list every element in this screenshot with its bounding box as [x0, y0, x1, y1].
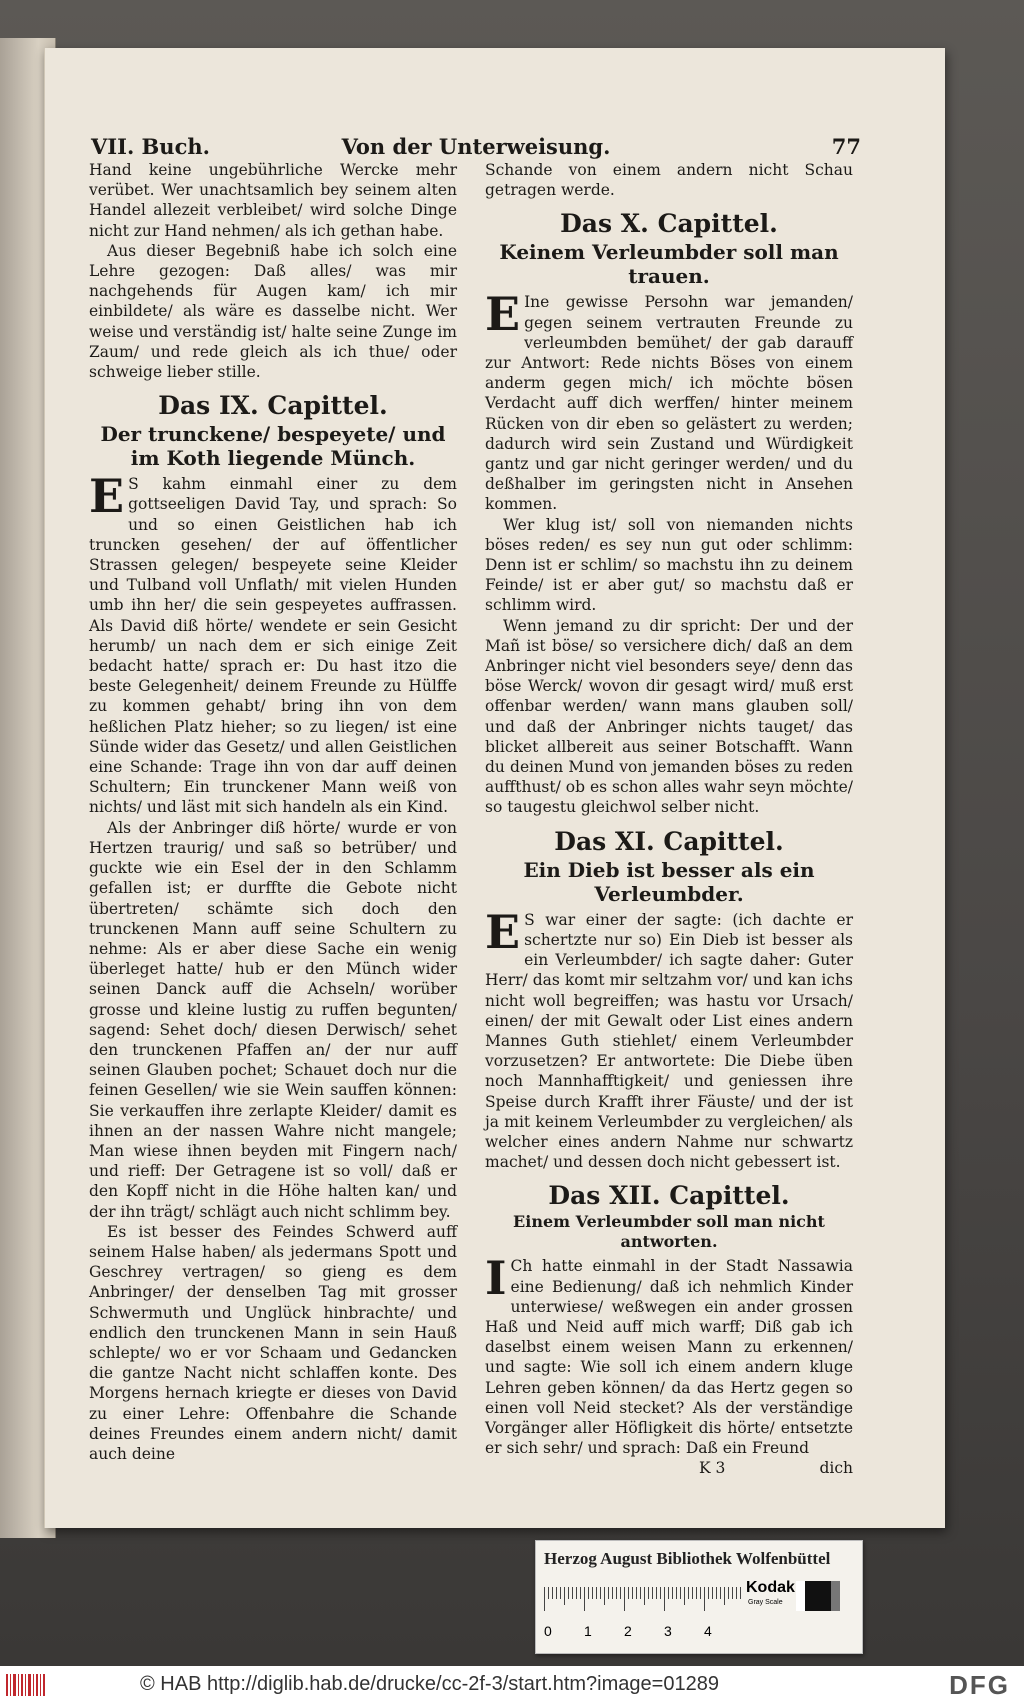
paragraph: Schande von einem andern nicht Schau getragen werde. [485, 161, 853, 200]
book-page [44, 48, 945, 1528]
drop-capital: I [485, 1251, 507, 1306]
paragraph: E Ine gewisse Persohn war jemanden/ gegen seinem vertrauten Freunde zu verleumbden bemühet/ der gab darauff zur Antwort: Rede nichts Böses von einem anderm gegen mich/ ich möchte bösen Verdacht auff dich werffen/ hinter meinem Rücken von dir eben so gelästert zu werden; dadurch wird sein Zustand und Würdigkeit gantz und gar nicht geringer werden/ und du deßhalber im geringsten nicht in Ansehen kommen. [485, 287, 853, 514]
barcode-icon [6, 1674, 46, 1696]
paragraph: Aus dieser Begebniß habe ich solch eine Lehre gezogen: Daß alles/ was mir nachgehends für Augen kam/ ich mir einbildete/ als wäre es dasselbe nicht. Wer weise und verständig ist/ halte seine Zunge im Zaum/ und rede gleich als ich thue/ oder schweige lieber stille. [89, 241, 457, 382]
book-number: VII. Buch. [91, 134, 210, 159]
paragraph: Wer klug ist/ soll von niemanden nichts böses reden/ es sey nun gut oder schlimm: Denn ist er schlim/ so machstu ihn zu deinem Feinde/ ist er aber gut/ so machstu daß er schlimm wird. [485, 515, 853, 615]
chapter-title: Einem Verleumbder soll man nicht antworten. [513, 1212, 825, 1252]
drop-capital: E [485, 904, 521, 959]
ruler-scale [544, 1581, 744, 1621]
paragraph: Als der Anbringer diß hörte/ wurde er von Hertzen traurig/ und saß so betrüber/ und guckte wie ein Esel der in den Schlamm gefallen ist; er durffte die Gebote nicht übertreten/ schämte sich doch den trunckenen Mann auff seine Schultern zu nehme: Als er aber diese Sache ein wenig überleget hatte/ hub er den Münch wider seinen Danck auff die Achseln/ worüber grosse und kleine lustig zu ruffen begunten/ sagend: Sehet doch/ diesen Derwisch/ sehet den trunckenen Pfaffen an/ der nur auff seinen Glauben pochet; Schauet doch nur die feinen Gesellen/ wie sie Wein sauffen können: Sie verkauffen ihre zerlapte Kleider/ damit es ihnen an der nassen Wahre nicht mangele; Man wiese ihnen beyden mit Fingern nach/ und rieff: Der Getragene ist so voll/ daß er den Kopff nicht in die Höhe halten kan/ und der ihn trägt/ schlägt auch nicht schlimm bey. [89, 818, 457, 1221]
chapter-heading-12 [485, 1180, 853, 1252]
scale-number: 0 [544, 1623, 552, 1639]
running-title: Von der Unterweisung. [341, 134, 611, 159]
scale-number: 4 [704, 1623, 712, 1639]
gray-scale-patch [796, 1581, 840, 1611]
chapter-heading-11 [485, 826, 853, 906]
right-column [485, 160, 853, 1479]
paragraph: Es ist besser des Feindes Schwerd auff seinem Halse haben/ als jedermans Spott und Geschrey vertragen/ so gieng es dem Anbringer/ der denselben Tag mit grosser Schwermuth und Unglück hinbrachte/ und endlich den trunckenen Mann in sein Hauß schlepte/ wo er vor Schaam und Gedancken die gantze Nacht nicht schlaffen konte. Des Morgens hernach kriegte er dieses von David zu einer Lehre: Offenbahre die Schande deines Freundes einem andern nicht/ damit auch deine [89, 1222, 457, 1463]
signature-mark: K 3 [699, 1459, 726, 1478]
paragraph: I Ch hatte einmahl in der Stadt Nassawia eine Bedienung/ daß ich nehmlich Kinder unterwiese/ weßwegen ein ander grossen Haß und Neid auff mich warff; Diß gab ich daselbst einem weisen Mann zu erkennen/ und sagte: Wie soll ich einem andern kluge Lehren geben können/ da das Hertz gegen so einen voll Neid stecket? Als der verständige Vorgänger aller Höfligkeit dis hörte/ entsetzte er sich sehr/ und sprach: Daß ein Freund [485, 1251, 853, 1458]
chapter-heading-9 [89, 390, 457, 470]
chapter-heading-10 [485, 208, 853, 288]
scale-number: 1 [584, 1623, 592, 1639]
library-name: Herzog August Bibliothek Wolfenbüttel [544, 1549, 831, 1568]
chapter-title: Ein Dieb ist besser als ein Verleumbder. [523, 857, 815, 906]
scale-number: 3 [664, 1623, 672, 1639]
chapter-title: Der trunckene/ bespeyete/ und im Koth liegende Münch. [100, 422, 446, 471]
chapter-title: Keinem Verleumbder soll man trauen. [499, 240, 839, 289]
paragraph: Wenn jemand zu dir spricht: Der und der Mañ ist böse/ so versichere dich/ daß an dem Anbringer nicht viel besonders seye/ denn das böse Werck/ wovon dir gesagt wird/ muß erst offenbar werden/ wann mans glauben soll/ und daß der Anbringer nichts tauget/ das blicket allbereit aus seiner Botschafft. Wann du deinen Mund von jemanden böses zu reden auffthust/ ob es schon alles wahr seyn möchte/ so taugestu gleichwol selber nicht. [485, 616, 854, 817]
chapter-number: Das XI. Capittel. [554, 826, 784, 856]
page-number: 77 [831, 134, 861, 159]
catchword: dich [819, 1459, 853, 1478]
drop-capital: E [485, 287, 521, 342]
chapter-number: Das XII. Capittel. [548, 1181, 790, 1211]
chapter-number: Das X. Capittel. [560, 209, 778, 239]
gray-scale-label: Gray Scale [748, 1599, 783, 1606]
paragraph: E S kahm einmahl einer zu dem gottseeligen David Tay, und sprach: So und so einen Geistlichen hab ich truncken gesehen/ der auf öffentlicher Strassen gelegen/ bespeyete seine Kleider und Tulband voll Unflath/ mit vielen Hunden umb ihn her/ die sein gespeyetes auffrassen. Als David diß hörte/ wendete er sein Gesicht herumb/ un nach dem er sich einige Zeit bedacht hatte/ sprach er: Du hast itzo die beste Gelegenheit/ deinem Freunde zu Hülffe zu kommen gehabt/ bring ihn von dem heßlichen Platz hieher; so zu liegen/ ist eine Sünde wider das Gesetz/ und allen Geistlichen eine Schande: Trage ihn von dar auff deinen Schultern; Ein trunckener Mann weiß von nichts/ und läst mit sich handeln als ein Kind. [89, 469, 457, 817]
signature-line [485, 1458, 853, 1478]
scale-number: 2 [624, 1623, 632, 1639]
dfg-logo: DFG [949, 1670, 1010, 1700]
left-column [89, 160, 457, 1464]
footer-bar [0, 1666, 1024, 1704]
library-label [535, 1540, 863, 1654]
kodak-logo: Kodak [746, 1579, 795, 1596]
source-link[interactable]: © HAB http://diglib.hab.de/drucke/cc-2f-3/start.htm?image=01289 [140, 1673, 719, 1695]
paragraph: E S war einer der sagte: (ich dachte er schertzte nur so) Ein Dieb ist besser als ein Verleumbder/ ich sagte daher: Guter Herr/ das komt mir seltzahm vor/ und kan ichs nicht woll begreiffen; was hastu vor Ursach/ einen/ der mit Gewalt oder List eines andern Mannes Guth stiehlet/ einem Verleumbder vorzusetzen? Er antwortete: Die Diebe üben noch Mannhafftigkeit/ und geniessen ihre Speise durch Krafft ihrer Fäuste/ und der ist ja mit keinem Verleumbder zu vergleichen/ als welcher eines andern Nahme nur schwartz machet/ und dessen doch nicht gebessert ist. [485, 904, 853, 1172]
running-head [91, 134, 861, 160]
chapter-number: Das IX. Capittel. [158, 391, 388, 421]
drop-capital: E [89, 469, 125, 524]
paragraph: Hand keine ungebührliche Wercke mehr verübet. Wer unachtsamlich bey seinem alten Handel allezeit verbleibet/ wird solche Dinge nicht zur Hand nehmen/ als ich gethan habe. [89, 161, 457, 240]
